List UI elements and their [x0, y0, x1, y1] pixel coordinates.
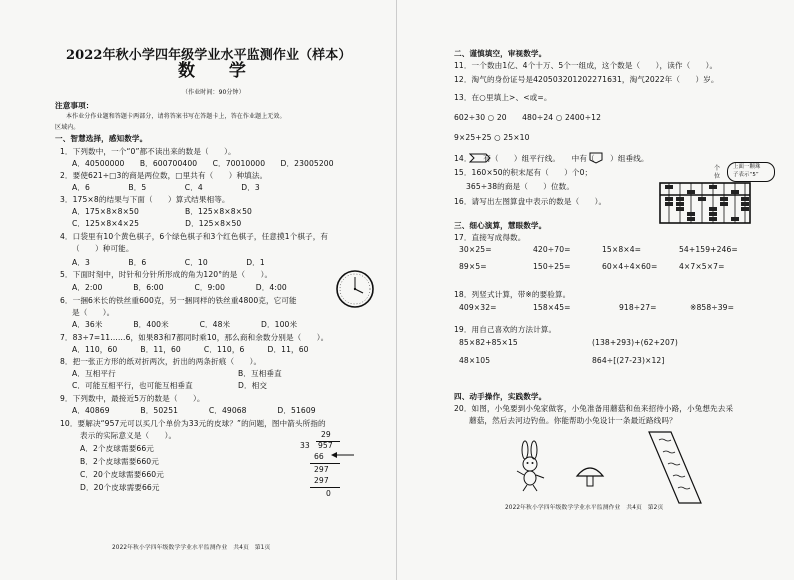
q8-option-c: C．可能互相平行，也可能互相垂直: [72, 381, 193, 390]
q9-options: A．40869 B．50251 C．49068 D．51609: [72, 406, 316, 415]
division-step-3: 297: [314, 476, 329, 485]
calc-5: 89×5=: [459, 262, 487, 271]
rabbit-icon: [510, 440, 550, 492]
q8: 8．把一张正方形的纸对折两次，折出的两条折痕（ ）。: [60, 357, 262, 366]
division-dividend: 957: [318, 441, 333, 450]
q5-options: A．2:00 B．6:00 C．9:00 D．4:00: [72, 283, 287, 292]
section-3-title: 三、细心演算，慧眼数学。: [454, 221, 547, 230]
q8-option-b: B．互相垂直: [238, 369, 282, 378]
clock-icon: [334, 268, 376, 310]
q16: 16．请写出左图算盘中表示的数是（ ）。: [454, 197, 607, 206]
q4: 4．口袋里有10个黄色棋子，6个绿色棋子和3个红色棋子，任意摸1个棋子，有: [60, 232, 329, 241]
calc-8: 4×7×5×7=: [679, 262, 725, 271]
q15-cont: 365÷38的商是（ ）位数。: [466, 182, 575, 191]
q10-option-c: C．20个皮球需要660元: [80, 470, 164, 479]
q3: 3．175×8的结果与下面（ ）算式结果相等。: [60, 195, 230, 204]
arrow-icon: [331, 451, 355, 459]
q15: 15．160×50的积末尾有（ ）个0；: [454, 168, 593, 177]
q3-options-ab: A．175×8×8×50 B．125×8×8×50: [72, 207, 252, 216]
q8-option-a: A．互相平行: [72, 369, 116, 378]
calc-2: 420÷70=: [533, 245, 571, 254]
simplify-1: 85×82+85×15: [459, 338, 518, 347]
calc-6: 150÷25=: [533, 262, 571, 271]
q18: 18．列竖式计算，带※的要验算。: [454, 290, 571, 299]
q9: 9．下列数中，最接近5万的数是（ ）。: [60, 394, 205, 403]
pentagon-shape-icon: [589, 152, 603, 164]
mushroom-icon: [575, 462, 605, 488]
q3-options-cd: C．125×8×4×25 D．125×8×50: [72, 219, 242, 228]
q1-options: A．40500000 B．600700400 C．70010000 D．23005200: [72, 159, 334, 168]
division-quotient: 29: [321, 430, 331, 439]
division-step-2: 297: [314, 465, 329, 474]
q1: 1．下列数中，一个“0”都不读出来的数是（ ）。: [60, 147, 236, 156]
q14: 14． 有（ ）组平行线。 中有（ ）组垂线。: [454, 154, 649, 163]
q13: 13．在○里填上>、<或=。: [454, 93, 552, 102]
q13-row-2: 9×25+25 ○ 25×10: [454, 133, 530, 142]
calc-1: 30×25=: [459, 245, 492, 254]
q19: 19．用自己喜欢的方法计算。: [454, 325, 557, 334]
q4-options: A．3 B．6 C．10 D．1: [72, 258, 265, 267]
page-1-footer: 2022年秋小学四年级数学学业水平监测作业 共4页 第1页: [112, 545, 271, 551]
q20-cont: 蘑菇，然后去河边钓鱼。你能帮助小兔设计一条最近路线吗？: [469, 416, 677, 425]
section-1-title: 一、智慧选择，感知数学。: [55, 134, 148, 143]
q6: 6．一捆6米长的铁丝重600克，另一捆同样的铁丝重4800克，它可能: [60, 296, 297, 305]
division-line-2: [310, 487, 340, 488]
q5: 5．下面时刻中，时针和分针所形成的角为120°的是（ ）。: [60, 270, 273, 279]
q10-option-b: B．2个皮球需要660元: [80, 457, 159, 466]
simplify-2: (138+293)+(62+207): [592, 338, 678, 347]
q12: 12．淘气的身份证号是420503201202271631，淘气2022年（ ）岁。: [454, 75, 719, 84]
division-remainder: 0: [326, 489, 331, 498]
section-4-title: 四、动手操作，实践数学。: [454, 392, 547, 401]
vertical-calc-4: ※858÷39=: [690, 303, 735, 312]
subject-title: 数 学: [178, 61, 260, 81]
simplify-3: 48×105: [459, 356, 491, 365]
q11: 11．一个数由1亿、4个十万、5个一组成，这个数是（ ），读作（ ）。: [454, 61, 718, 70]
trapezoid-shape-icon: [469, 153, 491, 163]
page-2: [397, 0, 794, 580]
q13-row-1: 602÷30 ○ 20 480÷24 ○ 2400÷12: [454, 113, 602, 122]
abacus-note-1: 上面一颗珠: [733, 164, 761, 170]
q10-cont: 表示的实际意义是（ ）。: [80, 431, 177, 440]
calc-4: 54+159+246=: [679, 245, 738, 254]
vertical-calc-1: 409×32=: [459, 303, 497, 312]
notice-line-2: 区域内。: [55, 124, 80, 131]
q6-cont: 是（ ）。: [72, 308, 115, 317]
q8-option-d: D．相交: [238, 381, 268, 390]
abacus-frame: [659, 182, 751, 224]
division-divisor: 33: [300, 441, 310, 450]
section-2-title: 二、谨慎填空，审视数学。: [454, 49, 547, 58]
simplify-4: 864÷[(27-23)×12]: [592, 356, 665, 365]
exam-title: 2022年秋小学四年级学业水平监测作业（样本）: [66, 48, 352, 63]
q17: 17．直接写成得数。: [454, 233, 526, 242]
time-note: （作业时间：90分钟）: [182, 89, 245, 96]
calc-7: 60×4÷4×60=: [602, 262, 658, 271]
notice-line-1: 本作业分作业题和答题卡两部分，请将答案书写在答题卡上，答在作业题上无效。: [66, 113, 286, 120]
abacus-unit-label-2: 位: [714, 173, 721, 180]
q2: 2．要使621÷□3的商是两位数，□里共有（ ）种填法。: [60, 171, 268, 180]
q2-options: A．6 B．5 C．4 D．3: [72, 183, 260, 192]
q7: 7．83÷7=11……6，如果83和7都同时乘10，那么商和余数分别是（ ）。: [60, 333, 329, 342]
q4-cont: （ ）种可能。: [72, 244, 134, 253]
division-step-1: 66: [314, 452, 324, 461]
q10-option-a: A．2个皮球需要66元: [80, 444, 154, 453]
vertical-calc-2: 158×45=: [533, 303, 571, 312]
q20: 20．如图，小兔要到小兔家做客，小兔准备用蘑菇和鱼来招待小路，小兔想先去采: [454, 404, 734, 413]
page-2-footer: 2022年秋小学四年级数学学业水平监测作业 共4页 第2页: [505, 505, 664, 511]
notice-heading: 注意事项：: [55, 101, 94, 110]
calc-3: 15×8×4=: [602, 245, 642, 254]
vertical-calc-3: 918÷27=: [619, 303, 657, 312]
division-line-1: [310, 463, 340, 464]
q6-options: A．36米 B．400米 C．48米 D．100米: [72, 320, 298, 329]
q10-option-d: D．20个皮球需要66元: [80, 483, 160, 492]
abacus-note-2: 子表示“5”: [733, 172, 759, 178]
river-icon: [645, 430, 705, 505]
abacus-unit-label: 个: [714, 165, 721, 172]
q10: 10．要解决“957元可以买几个单价为33元的皮球？”的问题，图中箭头所指的: [60, 419, 326, 428]
q7-options: A．110，60 B．11，60 C．110，6 D．11，60: [72, 345, 309, 354]
